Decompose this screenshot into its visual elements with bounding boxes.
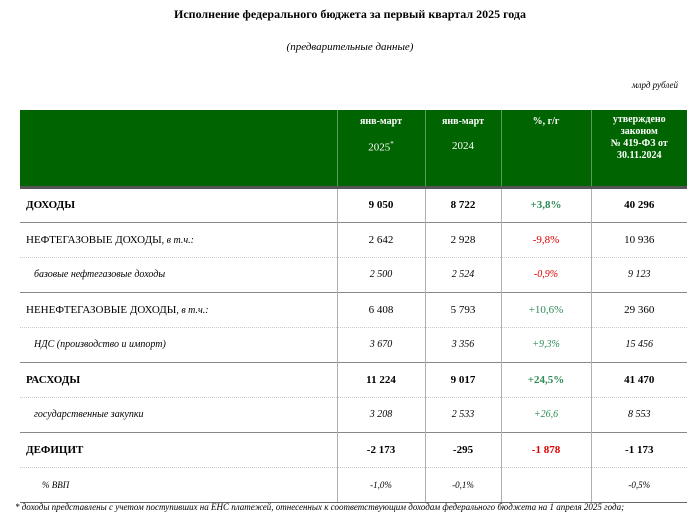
header-approved-law (591, 110, 687, 187)
row-label-suffix: , в т.ч.: (176, 304, 209, 316)
header-col4-line4: 30.11.2024 (617, 150, 662, 161)
value-approved: -0,5% (591, 467, 687, 502)
budget-table (20, 110, 687, 503)
value-approved: 40 296 (591, 187, 687, 222)
value-2024: 2 533 (425, 397, 501, 432)
row-label-text: НЕФТЕГАЗОВЫЕ ДОХОДЫ (26, 233, 162, 246)
value-2024: 8 722 (425, 187, 501, 222)
value-2025: 9 050 (337, 187, 425, 222)
value-approved: 10 936 (591, 222, 687, 257)
header-empty (20, 110, 337, 187)
value-2024: -0,1% (425, 467, 501, 502)
header-col1-footnote-mark: * (390, 140, 394, 148)
value-yoy: -0,9% (501, 257, 591, 292)
value-approved: 41 470 (591, 362, 687, 397)
row-label (20, 292, 337, 327)
row-label: % ВВП (20, 467, 337, 502)
value-yoy: -1 878 (501, 432, 591, 467)
value-2024: 5 793 (425, 292, 501, 327)
value-yoy: -9,8% (501, 222, 591, 257)
value-2025: -2 173 (337, 432, 425, 467)
header-col1-year-wrap (342, 140, 421, 154)
value-2025: 6 408 (337, 292, 425, 327)
value-2025: 2 642 (337, 222, 425, 257)
value-yoy: +24,5% (501, 362, 591, 397)
value-2025: 11 224 (337, 362, 425, 397)
header-col4-line3: № 419-ФЗ от (610, 138, 668, 149)
value-approved: -1 173 (591, 432, 687, 467)
value-2024: 2 928 (425, 222, 501, 257)
table-row-deficit (20, 432, 687, 467)
value-approved: 15 456 (591, 327, 687, 362)
value-approved: 29 360 (591, 292, 687, 327)
header-jan-mar-2024 (425, 110, 501, 187)
header-jan-mar-2025 (337, 110, 425, 187)
table-header-row (20, 110, 687, 187)
row-label: ДОХОДЫ (20, 187, 337, 222)
row-label: государственные закупки (20, 397, 337, 432)
table-row-nonoil (20, 292, 687, 327)
header-yoy-percent (501, 110, 591, 187)
page-title: Исполнение федерального бюджета за первый квартал 2025 года (174, 7, 526, 21)
value-yoy: +26,6 (501, 397, 591, 432)
table-row-gdp (20, 467, 687, 502)
header-col4-line2: законом (620, 126, 658, 137)
row-label: ДЕФИЦИТ (20, 432, 337, 467)
table-row-expense (20, 362, 687, 397)
value-2025: 3 208 (337, 397, 425, 432)
unit-label: млрд рублей (631, 80, 678, 90)
value-2024: -295 (425, 432, 501, 467)
value-2024: 9 017 (425, 362, 501, 397)
row-label-text: НЕНЕФТЕГАЗОВЫЕ ДОХОДЫ (26, 303, 177, 316)
header-col2-year: 2024 (452, 140, 474, 152)
row-label (20, 222, 337, 257)
header-col1-period: янв-март (360, 116, 402, 127)
row-label: НДС (производство и импорт) (20, 327, 337, 362)
value-2024: 2 524 (425, 257, 501, 292)
table-row-income (20, 187, 687, 222)
row-label: РАСХОДЫ (20, 362, 337, 397)
header-col4-line1: утверждено (612, 114, 666, 125)
table-row-procurement (20, 397, 687, 432)
row-label-suffix: , в т.ч.: (161, 234, 194, 246)
table-row-oilgas (20, 222, 687, 257)
table-row-oilgas-base (20, 257, 687, 292)
value-approved: 8 553 (591, 397, 687, 432)
value-2025: 3 670 (337, 327, 425, 362)
value-yoy: +9,3% (501, 327, 591, 362)
value-approved: 9 123 (591, 257, 687, 292)
footnote: * доходы представлены с учетом поступивших на ЕНС платежей, отнесенных к соответствующим доходам федерального бюджета на 1 апреля 2025 года; (15, 502, 625, 512)
table-row-vat (20, 327, 687, 362)
value-yoy: +3,8% (501, 187, 591, 222)
value-2025: -1,0% (337, 467, 425, 502)
value-yoy: +10,6% (501, 292, 591, 327)
page-subtitle: (предварительные данные) (286, 41, 414, 53)
row-label: базовые нефтегазовые доходы (20, 257, 337, 292)
header-col3-label: %, г/г (532, 116, 560, 127)
header-col1-year: 2025 (368, 141, 391, 154)
header-col2-period: янв-март (442, 116, 484, 127)
value-2025: 2 500 (337, 257, 425, 292)
value-yoy (501, 467, 591, 502)
value-2024: 3 356 (425, 327, 501, 362)
